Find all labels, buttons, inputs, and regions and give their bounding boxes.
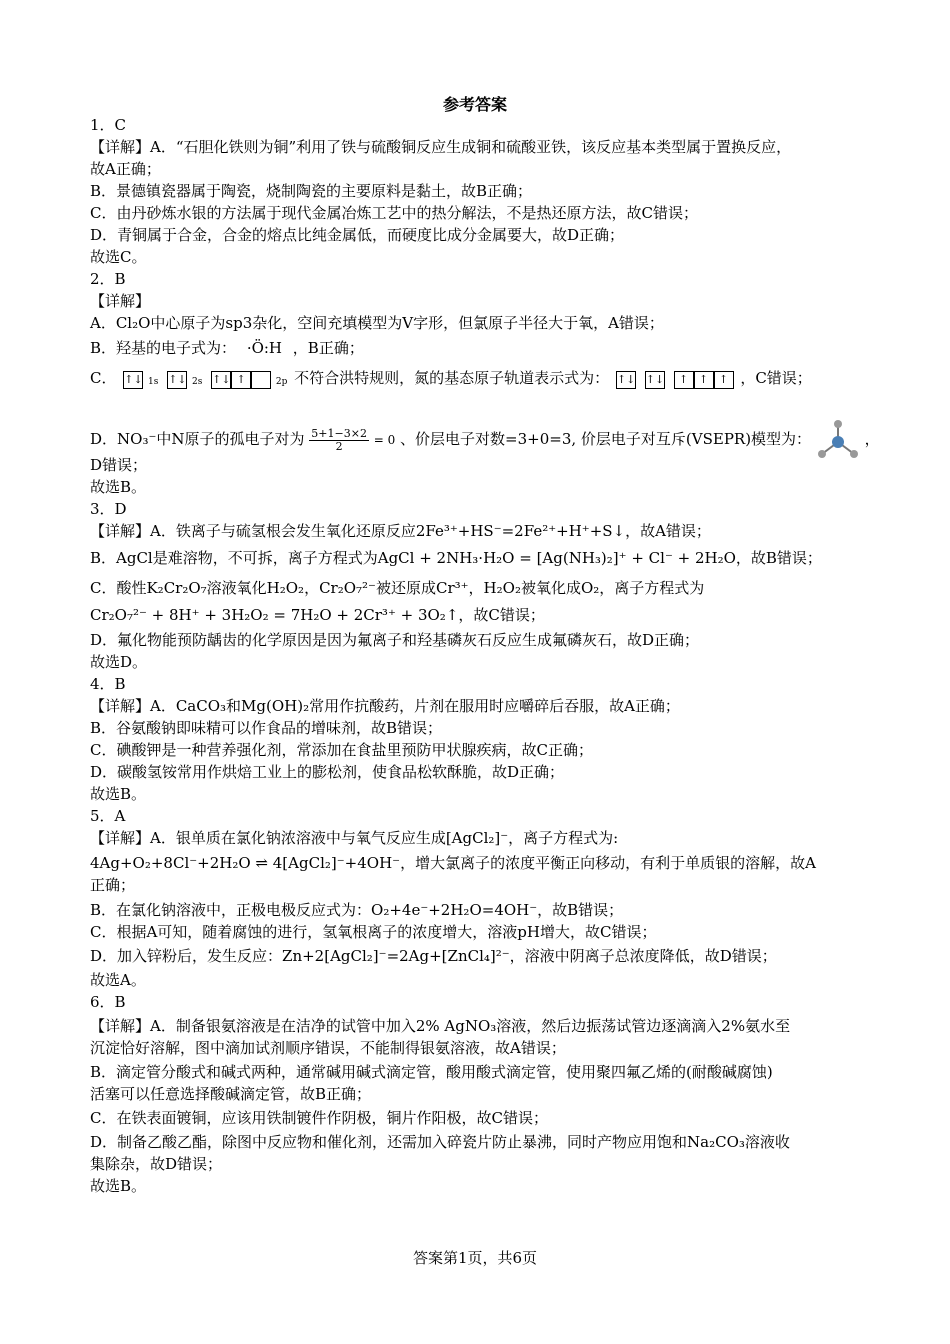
orbital-label: 2s (191, 377, 203, 387)
page-footer: 答案第1页，共6页 (412, 1249, 538, 1267)
text-line: 4．B (90, 675, 126, 693)
text-line: 2．B (90, 270, 126, 288)
text-line: 【详解】A．制备银氨溶液是在洁净的试管中加入2% AgNO₃溶液，然后边振荡试管边逐滴滴入2%氨水至 (90, 1017, 791, 1035)
text-line: D．氟化物能预防龋齿的化学原因是因为氟离子和羟基磷灰石反应生成氟磷灰石，故D正确； (90, 631, 700, 649)
text-line: 【详解】 (90, 292, 151, 310)
text-line: C．碘酸钾是一种营养强化剂，常添加在食盐里预防甲状腺疾病，故C正确； (90, 741, 593, 759)
text-line: 正确； (90, 876, 136, 894)
text-line: D．青铜属于合金，合金的熔点比纯金属低，而硬度比成分金属要大，故D正确； (90, 226, 625, 244)
text-line: B．景德镇瓷器属于陶瓷，烧制陶瓷的主要原料是黏土，故B正确； (90, 182, 533, 200)
text-line: 故选B。 (90, 478, 147, 496)
text-segment: 、价层电子对数=3+0=3, 价层电子对互斥(VSEPR)模型为： (400, 430, 812, 448)
text-line: B．滴定管分酸式和碱式两种，通常碱用碱式滴定管，酸用酸式滴定管，使用聚四氟乙烯的(耐酸碱腐蚀) (90, 1063, 773, 1081)
text-line: 【详解】A．CaCO₃和Mg(OH)₂常用作抗酸药，片剂在服用时应嚼碎后吞服，故A正确； (90, 697, 680, 715)
text-line: 4Ag+O₂+8Cl⁻+2H₂O ⇌ 4[AgCl₂]⁻+4OH⁻，增大氯离子的浓度平衡正向移动，有利于单质银的溶解，故A (90, 854, 816, 872)
text-line: B．在氯化钠溶液中，正极电极反应式为：O₂+4e⁻+2H₂O=4OH⁻，故B错误； (90, 901, 624, 919)
text-line: B．AgCl是难溶物，不可拆，离子方程式为AgCl + 2NH₃·H₂O = [Ag(NH₃)₂]⁺ + Cl⁻ + 2H₂O，故B错误； (90, 549, 822, 567)
text-line: C．根据A可知，随着腐蚀的进行，氢氧根离子的浓度增大，溶液pH增大，故C错误； (90, 923, 657, 941)
text-line: C．酸性K₂Cr₂O₇溶液氧化H₂O₂，Cr₂O₇²⁻被还原成Cr³⁺，H₂O₂被氧化成O₂，离子方程式为 (90, 579, 705, 597)
text-segment: C． (90, 369, 117, 387)
orbital-diagram-correct-2p: ↑ ↑ ↑ (674, 369, 734, 389)
orbital-label: 1s (148, 377, 159, 387)
text-line: 【详解】A．铁离子与硫氢根会发生氧化还原反应2Fe³⁺+HS⁻=2Fe²⁺+H⁺+S↓，故A错误； (90, 522, 711, 540)
fraction-denominator: 2 (335, 439, 343, 453)
text-line: D．制备乙酸乙酯，除图中反应物和催化剂，还需加入碎瓷片防止暴沸，同时产物应用饱和Na₂CO₃溶液收 (90, 1133, 790, 1151)
orbital-label: 2p (275, 377, 288, 387)
text-line: B．谷氨酸钠即味精可以作食品的增味剂，故B错误； (90, 719, 443, 737)
text-segment: D．NO₃⁻中N原子的孤电子对为 (90, 430, 305, 448)
text-line: 故A正确； (90, 160, 161, 178)
text-line: D错误； (90, 456, 148, 474)
text-line: 故选D。 (90, 653, 148, 671)
text-line-c-orbitals (90, 368, 812, 389)
hydroxyl-electron-formula: ·Ö:H (246, 339, 283, 357)
text-line: 【详解】A．银单质在氯化钠浓溶液中与氧气反应生成[AgCl₂]⁻，离子方程式为: (90, 829, 619, 847)
orbital-diagram-correct: ↑↓ (616, 369, 636, 389)
text-line: 故选B。 (90, 1177, 147, 1195)
orbital-diagram-wrong-2s: ↑↓ 2s (168, 373, 203, 387)
text-segment: ，B正确； (292, 339, 364, 357)
text-line-b-hydroxyl (90, 338, 364, 358)
text-line: Cr₂O₇²⁻ + 8H⁺ + 3H₂O₂ = 7H₂O + 2Cr³⁺ + 3O₂↑，故C错误； (90, 606, 545, 624)
text-line: 3．D (90, 500, 127, 518)
text-line: 5．A (90, 807, 126, 825)
text-line: 沉淀恰好溶解，图中滴加试剂顺序错误，不能制得银氨溶液，故A错误； (90, 1039, 566, 1057)
orbital-diagram-wrong: ↑↓ 1s (124, 373, 159, 387)
text-line: 故选C。 (90, 248, 147, 266)
text-line: A．Cl₂O中心原子为sp3杂化，空间充填模型为V字形，但氯原子半径大于氧，A错误； (90, 314, 664, 332)
text-line: 集除杂，故D错误； (90, 1155, 223, 1173)
fraction-result: = 0 (373, 433, 396, 447)
text-line: 6．B (90, 993, 126, 1011)
orbital-diagram-correct-2s: ↑↓ (645, 369, 665, 389)
text-line: C．在铁表面镀铜，应该用铁制镀件作阴极，铜片作阳极，故C错误； (90, 1109, 548, 1127)
fraction-numerator: 5+1−3×2 (311, 426, 367, 440)
text-line: C．由丹砂炼水银的方法属于现代金属冶炼工艺中的热分解法，不是热还原方法，故C错误； (90, 204, 698, 222)
text-line: 故选B。 (90, 785, 147, 803)
text-line-d-vsepr: D．NO₃⁻中N原子的孤电子对为 $\frac{5+1-3\times 2}{2}$ = 0 、价层电子对数=3+0=3, 价层电子对互斥(VSEPR)模型为： ， (90, 418, 880, 462)
text-line: D．加入锌粉后，发生反应：Zn+2[AgCl₂]⁻=2Ag+[ZnCl₄]²⁻，溶液中阴离子总浓度降低，故D错误； (90, 947, 777, 965)
vsepr-model-icon (816, 418, 860, 462)
page-title: 参考答案 (442, 95, 507, 114)
text-segment: B．羟基的电子式为： (90, 339, 237, 357)
text-segment: 不符合洪特规则，氮的基态原子轨道表示式为： (294, 369, 610, 387)
text-line: 故选A。 (90, 971, 146, 989)
text-segment: ，C错误； (740, 369, 812, 387)
text-line: 活塞可以任意选择酸碱滴定管，故B正确； (90, 1085, 372, 1103)
text-line: 【详解】A．“石胆化铁则为铜”利用了铁与硫酸铜反应生成铜和硫酸亚铁，该反应基本类型属于置换反应， (90, 138, 792, 156)
text-line: D．碳酸氢铵常用作烘焙工业上的膨松剂，使食品松软酥脆，故D正确； (90, 763, 565, 781)
text-line: 1．C (90, 116, 127, 134)
orbital-diagram-wrong-2p: ↑↓ ↑ 2p (212, 373, 288, 387)
lone-pair-fraction (309, 428, 369, 453)
